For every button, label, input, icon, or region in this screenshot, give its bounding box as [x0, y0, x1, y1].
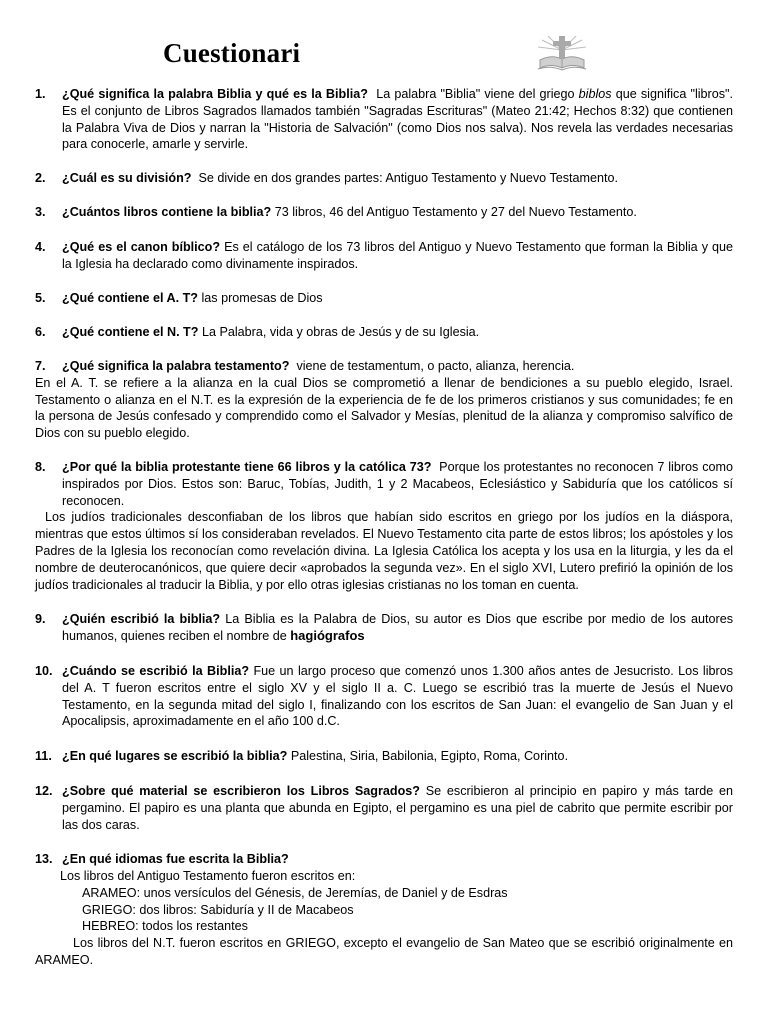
question-number: 7. — [35, 358, 46, 373]
answer-text: Fue un largo proceso que comenzó unos 1.300 años antes de Jesucristo. Los libros del A. T fueron escritos entre el siglo XV y el siglo II a. C. Luego se escribió tras la muerte de Jesús el Nuevo Testamento, en la segunda mitad del siglo I, finalizando con los escritos de San Juan: el evangelio de San Juan y el Apocalipsis, aproximadamente en el año 100 d.C. — [62, 663, 733, 729]
questionnaire — [35, 86, 733, 969]
answer-text: que significa "libros". Es el conjunto de Libros Sagrados llamados también "Sagradas Escrituras" (Mateo 21:42; Hechos 8:32) que contienen la Palabra Viva de Dios y narran la "Historia de Salvación" (como Dios nos salva). Nos revela las verdades necesarias para conocerle, amarle y servirle. — [62, 87, 734, 152]
question-text: ¿Qué contiene el N. T? — [62, 325, 199, 340]
question-9 — [35, 611, 733, 645]
question-number: 11. — [35, 749, 52, 764]
question-5 — [35, 290, 733, 307]
language-intro: Los libros del Antiguo Testamento fueron escritos en: — [60, 869, 356, 884]
question-text: ¿Cuándo se escribió la Biblia? — [62, 663, 250, 678]
question-8 — [35, 459, 733, 509]
language-item: ARAMEO: unos versículos del Génesis, de Jeremías, de Daniel y de Esdras — [82, 885, 508, 900]
page-title: Cuestionari — [163, 38, 301, 68]
question-2 — [35, 170, 733, 187]
question-7-paragraph: En el A. T. se refiere a la alianza en la cual Dios se comprometió a llenar de bendiciones a su pueblo elegido, Israel. Testamento o alianza en el N.T. es la expresión de la experiencia de fe de los primeros cristianos y sus comunidades; fe en la persona de Jesús confesado y comprendido como el Salvador y Mesías, plenitud de la alianza y compromiso salvífico de Dios con su pueblo elegido. — [35, 375, 733, 441]
question-1 — [35, 86, 733, 153]
question-number: 2. — [35, 171, 46, 186]
question-text: ¿Qué contiene el A. T? — [62, 291, 198, 306]
question-3 — [35, 204, 733, 221]
question-8-block — [35, 459, 733, 593]
question-number: 4. — [35, 239, 46, 254]
answer-text: viene de testamentum, o pacto, alianza, herencia. — [296, 358, 575, 373]
question-text: ¿Quién escribió la biblia? — [62, 612, 221, 627]
question-number: 10. — [35, 663, 53, 678]
language-item: GRIEGO: dos libros: Sabiduría y II de Macabeos — [82, 902, 354, 917]
question-number: 1. — [35, 87, 46, 101]
question-11 — [35, 748, 733, 765]
answer-text: las promesas de Dios — [201, 291, 323, 306]
answer-text: Es el catálogo de los 73 libros del Antiguo y Nuevo Testamento que forman la Biblia y que la Iglesia ha declarado como divinamente inspirados. — [62, 239, 734, 271]
question-number: 9. — [35, 612, 46, 627]
question-4 — [35, 239, 733, 273]
question-text: ¿Cuál es su división? — [62, 171, 192, 186]
answer-text: Porque los protestantes no reconocen 7 libros como inspirados por Dios. Estos son: Baruc, Tobías, Judith, 1 y 2 Macabeos, Eclesiástico y Sabiduría que los católicos sí reconocen. — [62, 459, 733, 508]
question-number: 6. — [35, 325, 46, 340]
cross-and-bible-icon — [534, 34, 590, 74]
question-number: 5. — [35, 291, 46, 306]
answer-bold-term: hagiógrafos — [290, 628, 365, 644]
question-text: ¿Cuántos libros contiene la biblia? — [62, 204, 272, 219]
question-13-closing: Los libros del N.T. fueron escritos en GRIEGO, excepto el evangelio de San Mateo que se escribió originalmente en ARAMEO. — [35, 936, 733, 968]
language-item: HEBREO: todos los restantes — [82, 919, 248, 934]
question-text: ¿En qué lugares se escribió la biblia? — [62, 749, 288, 764]
question-text: ¿Qué significa la palabra Biblia y qué es la Biblia? — [62, 87, 368, 101]
question-13-block — [35, 851, 733, 969]
question-12 — [35, 783, 733, 833]
question-number: 12. — [35, 783, 53, 798]
question-number: 3. — [35, 204, 46, 219]
answer-text: La palabra "Biblia" viene del griego — [376, 87, 575, 101]
answer-text: Se escribieron al principio en papiro y más tarde en pergamino. El papiro es una planta que abunda en Egipto, el pergamino es una piel de cabrito que permite escribir por las dos caras. — [62, 783, 733, 832]
question-13 — [35, 851, 733, 868]
answer-text: 73 libros, 46 del Antiguo Testamento y 27 del Nuevo Testamento. — [274, 204, 637, 219]
question-text: ¿En qué idiomas fue escrita la Biblia? — [62, 852, 289, 867]
question-number: 13. — [35, 852, 53, 867]
answer-text: La Biblia es la Palabra de Dios, su autor es Dios que escribe por medio de los autores humanos, quienes reciben el nombre de — [62, 612, 734, 644]
language-list — [35, 868, 733, 935]
question-8-paragraph: Los judíos tradicionales desconfiaban de los libros que habían sido escritos en griego por los judíos en la diáspora, mientras que estos últimos sí los consideraban revelados. El Nuevo Testamento cita parte de estos libros; los apóstoles y los Padres de la Iglesia los reconocían como revelación divina. La Iglesia Católica los acepta y los usa en la liturgia, y les da el nombre de deuterocanónicos, que quiere decir «aprobados la segunda vez». En el siglo XVI, Lutero prefirió la opinión de los judíos tradicionales al traducir la Biblia, y por ello otras iglesias cristianas no los toman en cuenta. — [35, 510, 733, 592]
answer-text: Se divide en dos grandes partes: Antiguo Testamento y Nuevo Testamento. — [198, 171, 619, 186]
answer-text: La Palabra, vida y obras de Jesús y de su Iglesia. — [201, 325, 480, 340]
answer-italic-term: biblos — [578, 87, 612, 101]
question-text: ¿Qué es el canon bíblico? — [62, 239, 221, 254]
answer-text: Palestina, Siria, Babilonia, Egipto, Roma, Corinto. — [290, 749, 569, 764]
question-7 — [35, 358, 733, 375]
question-number: 8. — [35, 459, 46, 474]
question-7-block — [35, 358, 733, 442]
question-text: ¿Por qué la biblia protestante tiene 66 libros y la católica 73? — [62, 459, 432, 474]
question-text: ¿Sobre qué material se escribieron los Libros Sagrados? — [62, 783, 420, 798]
question-6 — [35, 324, 733, 341]
question-text: ¿Qué significa la palabra testamento? — [62, 358, 290, 373]
question-10 — [35, 663, 733, 730]
